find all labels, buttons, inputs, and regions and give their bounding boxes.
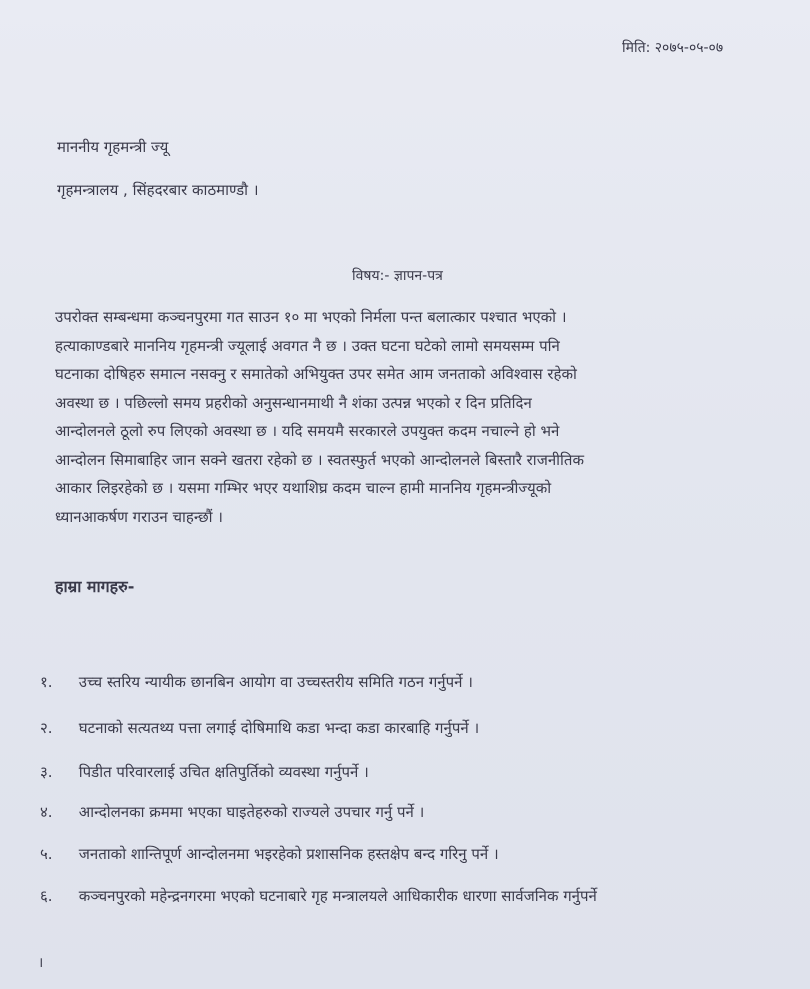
recipient-address: गृहमन्त्रालय , सिंहदरबार काठमाण्डौ । xyxy=(57,181,259,199)
demand-item xyxy=(40,844,499,864)
demand-item xyxy=(40,762,369,782)
demands-heading: हाम्रा मागहरु- xyxy=(55,577,135,596)
trailing-mark: । xyxy=(38,955,44,971)
body-line: ध्यानआकर्षण गराउन चाहन्छौं । xyxy=(55,507,223,526)
demand-number: २. xyxy=(40,719,53,737)
demand-item xyxy=(40,672,473,692)
body-line: उपरोक्त सम्बन्धमा कञ्चनपुरमा गत साउन १० मा भएको निर्मला पन्त बलात्कार पश्चात भएको । xyxy=(55,308,567,326)
demand-item xyxy=(40,718,479,738)
body-line: घटनाका दोषिहरु समात्न नसक्नु र समातेको अभियुक्त उपर समेत आम जनताको अविश्वास रहेको xyxy=(55,365,577,383)
letter-body xyxy=(55,303,795,531)
letter-date: मिति: २०७५-०५-०७ xyxy=(622,40,724,56)
demand-item xyxy=(40,886,597,906)
demand-text: पिडीत परिवारलाई उचित क्षतिपुर्तिको व्यवस्था गर्नुपर्ने । xyxy=(78,763,369,781)
demand-number: ३. xyxy=(40,763,53,781)
demand-text: घटनाको सत्यतथ्य पत्ता लगाई दोषिमाथि कडा भन्दा कडा कारबाहि गर्नुपर्ने । xyxy=(78,719,480,737)
demand-text: उच्च स्तरिय न्यायीक छानबिन आयोग वा उच्चस्तरीय समिति गठन गर्नुपर्ने । xyxy=(78,673,473,691)
demand-text: कञ्चनपुरको महेन्द्रनगरमा भएको घटनाबारे गृह मन्त्रालयले आधिकारीक धारणा सार्वजनिक गर्नुपर्ने xyxy=(78,887,597,905)
demand-text: जनताको शान्तिपूर्ण आन्दोलनमा भइरहेको प्रशासनिक हस्तक्षेप बन्द गरिनु पर्ने । xyxy=(78,845,499,863)
demand-number: १. xyxy=(40,673,53,691)
demand-number: ४. xyxy=(40,803,53,821)
recipient-title: माननीय गृहमन्त्री ज्यू xyxy=(57,138,169,156)
body-line: अवस्था छ । पछिल्लो समय प्रहरीको अनुसन्धानमाथी नै शंका उत्पन्न भएको र दिन प्रतिदिन xyxy=(55,393,532,412)
body-line: हत्याकाण्डबारे माननिय गृहमन्त्री ज्यूलाई अवगत नै छ । उक्त घटना घटेको लामो समयसम्म पनि xyxy=(55,336,560,355)
demand-number: ५. xyxy=(40,845,53,863)
body-line: आन्दोलनले ठूलो रुप लिएको अवस्था छ । यदि समयमै सरकारले उपयुक्त कदम नचाल्ने हो भने xyxy=(55,422,560,440)
demand-item xyxy=(40,802,424,822)
body-line: आन्दोलन सिमाबाहिर जान सक्ने खतरा रहेको छ । स्वतस्फुर्त भएको आन्दोलनले बिस्तारै राजनीतिक xyxy=(55,450,584,469)
demand-number: ६. xyxy=(40,887,53,905)
letter-subject: विषय:- ज्ञापन-पत्र xyxy=(352,268,443,284)
body-line: आकार लिइरहेको छ । यसमा गम्भिर भएर यथाशिघ्र कदम चाल्न हामी माननिय गृहमन्त्रीज्यूको xyxy=(55,479,552,497)
demand-text: आन्दोलनका क्रममा भएका घाइतेहरुको राज्यले उपचार गर्नु पर्ने । xyxy=(78,803,425,821)
